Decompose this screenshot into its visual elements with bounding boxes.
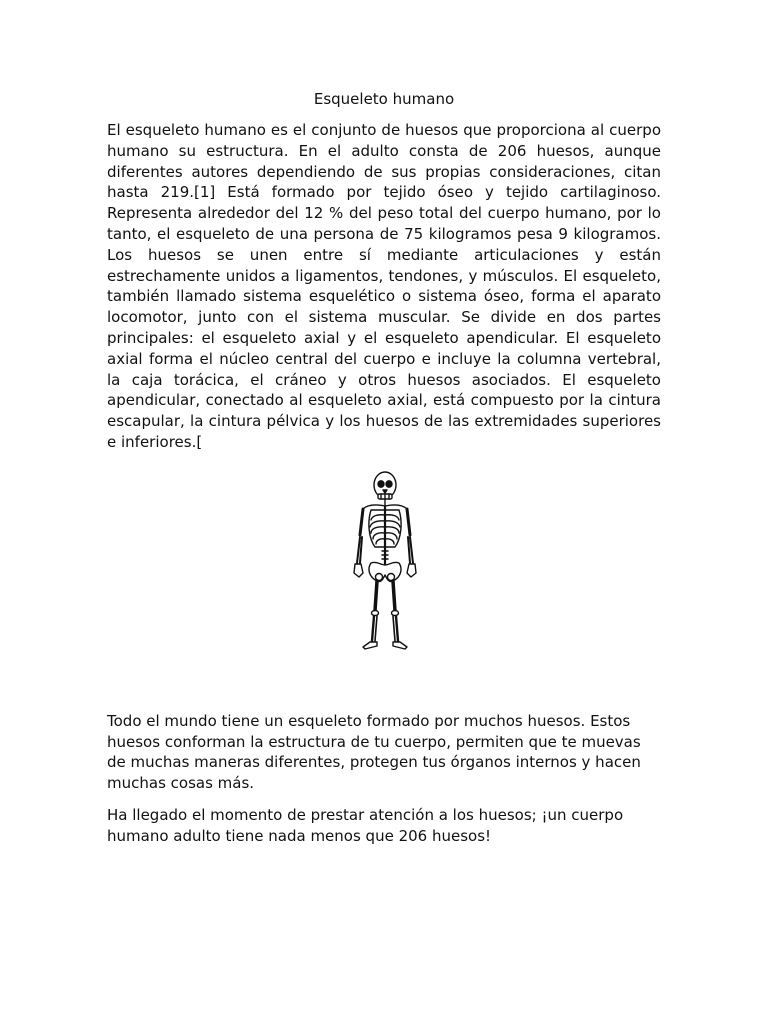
page-title: Esqueleto humano xyxy=(313,90,455,108)
document-page xyxy=(107,88,661,847)
intro-paragraph: El esqueleto humano es el conjunto de huesos que proporciona al cuerpo humano su estructura. En el adulto consta de 206 huesos, aunque diferentes autores dependiendo de sus propias consideraciones, citan hasta 219.[1] Está formado por tejido óseo y tejido cartilaginoso. Representa alrededor del 12 % del peso total del cuerpo humano, por lo tanto, el esqueleto de una persona de 75 kilogramos pesa 9 kilogramos. Los huesos se unen entre sí mediante articulaciones y están estrechamente unidos a ligamentos, tendones, y músculos. El esqueleto, también llamado sistema esquelético o sistema óseo, forma el aparato locomotor, junto con el sistema muscular. Se divide en dos partes principales: el esqueleto axial y el esqueleto apendicular. El esqueleto axial forma el núcleo central del cuerpo e incluye la columna vertebral, la caja torácica, el cráneo y otros huesos asociados. El esqueleto apendicular, conectado al esqueleto axial, está compuesto por la cintura escapular, la cintura pélvica y los huesos de las extremidades superiores e inferiores.[ xyxy=(107,121,661,451)
second-paragraph: Todo el mundo tiene un esqueleto formado por muchos huesos. Estos huesos conforman la estructura de tu cuerpo, permiten que te muevas de muchas maneras diferentes, protegen tus órganos internos y hacen muchas cosas más. xyxy=(107,711,641,793)
spacer xyxy=(107,663,661,711)
skeleton-illustration-icon xyxy=(297,465,473,655)
figure-container xyxy=(107,465,661,663)
third-paragraph: Ha llegado el momento de prestar atención a los huesos; ¡un cuerpo humano adulto tiene nada menos que 206 huesos! xyxy=(107,805,624,845)
